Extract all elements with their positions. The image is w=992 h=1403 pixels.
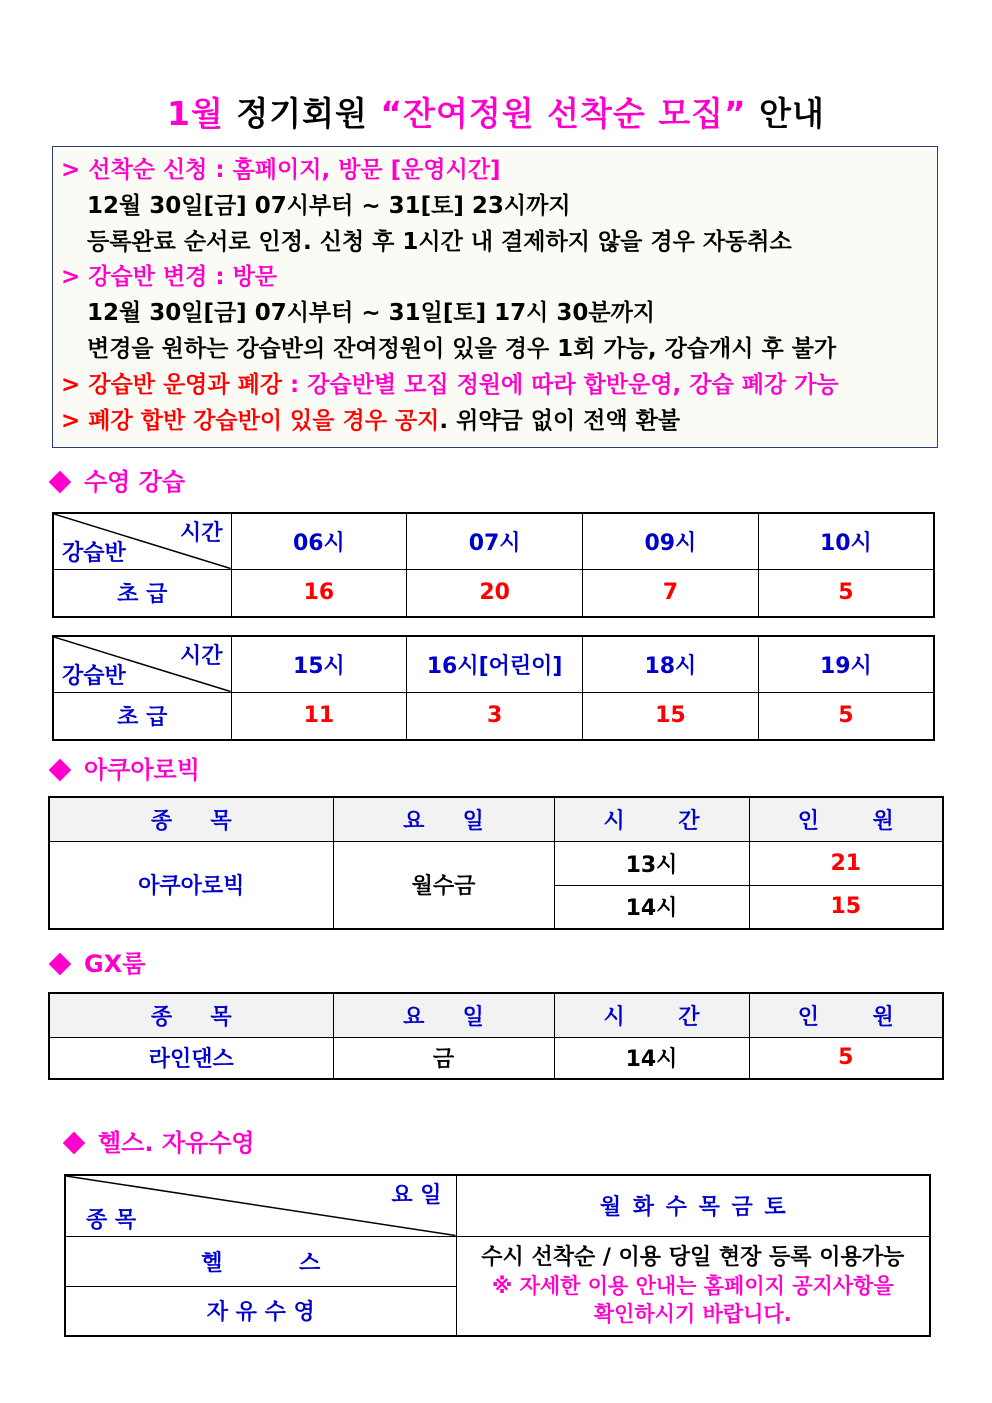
day-label: 요 일: [391, 1183, 442, 1208]
notice-box: [52, 146, 938, 448]
column-header: 종 목: [49, 797, 333, 841]
count-cell: 5: [758, 569, 934, 617]
diamond-icon: [49, 953, 72, 976]
section-heading-text: 아쿠아로빅: [84, 756, 200, 784]
time-header: 19시: [758, 636, 934, 692]
count-cell: 16: [231, 569, 407, 617]
info-line: 확인하시기 바랍니다.: [593, 1301, 792, 1326]
program-name: 라인댄스: [49, 1037, 333, 1079]
time-header: 15시: [231, 636, 407, 692]
section-heading-text: 헬스. 자유수영: [98, 1129, 255, 1157]
notice-line-part: > 폐강 합반 강습반이 있을 경우 공지: [61, 407, 440, 434]
title-month: 1월: [167, 94, 224, 133]
column-header: 종 목: [49, 993, 333, 1037]
notice-line-part: > 강습반 운영과 폐강: [61, 371, 283, 398]
swim-table-2: [52, 635, 935, 741]
swim-table-1: [52, 512, 935, 618]
info-line: 수시 선착순 / 이용 당일 현장 등록 이용가능: [481, 1244, 905, 1270]
diagonal-header-cell: [53, 636, 231, 692]
program-name: 아쿠아로빅: [49, 841, 333, 929]
title-highlight: “잔여정원 선착순 모집”: [380, 94, 747, 133]
program-name: 헬 스: [65, 1236, 456, 1286]
diagonal-header-cell: [65, 1175, 456, 1236]
notice-line: 12월 30일[금] 07시부터 ~ 31일[토] 17시 30분까지: [87, 300, 656, 327]
gx-table: [48, 992, 944, 1080]
notice-line: > 선착순 신청 : 홈페이지, 방문 [운영시간]: [61, 157, 501, 183]
section-heading-text: 수영 강습: [84, 468, 186, 496]
notice-line-part: : 강습반별 모집 정원에 따라 합반운영, 강습 폐강 가능: [282, 371, 839, 398]
notice-line: > 강습반 변경 : 방문: [61, 264, 278, 291]
time-cell: 14시: [554, 1037, 749, 1079]
time-cell: 13시: [554, 841, 749, 885]
days-cell: 월수금: [333, 841, 554, 929]
notice-line: [61, 368, 937, 404]
days-cell: 금: [333, 1037, 554, 1079]
count-cell: 7: [583, 569, 759, 617]
section-heading-aqua: [48, 750, 200, 785]
diamond-icon: [49, 759, 72, 782]
time-header: 09시: [583, 513, 759, 569]
section-heading-swim: [48, 462, 185, 497]
time-header: 10시: [758, 513, 934, 569]
page-title: [0, 88, 992, 135]
time-header: 18시: [583, 636, 759, 692]
row-label: 초 급: [53, 692, 231, 740]
diamond-icon: [63, 1132, 86, 1155]
row-label: 초 급: [53, 569, 231, 617]
class-label: 강습반: [62, 663, 126, 689]
time-cell: 14시: [554, 885, 749, 929]
class-label: 강습반: [62, 540, 126, 566]
column-header: 요 일: [333, 797, 554, 841]
time-header: 07시: [407, 513, 583, 569]
count-cell: 15: [749, 885, 943, 929]
section-heading-health: [62, 1123, 255, 1158]
title-notice: 안내: [759, 94, 825, 133]
notice-line: 12월 30일[금] 07시부터 ~ 31[토] 23시까지: [87, 192, 571, 219]
column-header: 시 간: [554, 797, 749, 841]
count-cell: 11: [231, 692, 407, 740]
time-label: 시간: [179, 644, 223, 669]
title-member: 정기회원: [236, 94, 368, 133]
aqua-table: [48, 796, 944, 930]
column-header: 인 원: [749, 797, 943, 841]
health-table: [64, 1174, 931, 1337]
count-cell: 21: [749, 841, 943, 885]
count-cell: 15: [583, 692, 759, 740]
notice-line: [61, 404, 937, 440]
notice-line: 변경을 원하는 강습반의 잔여정원이 있을 경우 1회 가능, 강습개시 후 불가: [87, 335, 837, 362]
info-cell: [456, 1236, 930, 1336]
program-name: 자 유 수 영: [65, 1286, 456, 1336]
column-header: 인 원: [749, 993, 943, 1037]
count-cell: 3: [407, 692, 583, 740]
item-label: 종 목: [86, 1207, 137, 1233]
time-header: 16시[어린이]: [407, 636, 583, 692]
count-cell: 5: [758, 692, 934, 740]
count-cell: 5: [749, 1037, 943, 1079]
days-cell: 월 화 수 목 금 토: [456, 1175, 930, 1236]
notice-line: 등록완료 순서로 인정. 신청 후 1시간 내 결제하지 않을 경우 자동취소: [87, 228, 792, 255]
column-header: 요 일: [333, 993, 554, 1037]
diagonal-header-cell: [53, 513, 231, 569]
notice-line-part: . 위약금 없이 전액 환불: [439, 407, 681, 434]
time-label: 시간: [179, 521, 223, 546]
section-heading-text: GX룸: [84, 950, 146, 978]
section-heading-gx: [48, 944, 145, 979]
column-header: 시 간: [554, 993, 749, 1037]
time-header: 06시: [231, 513, 407, 569]
info-line: ※ 자세한 이용 안내는 홈페이지 공지사항을: [491, 1273, 894, 1298]
count-cell: 20: [407, 569, 583, 617]
diamond-icon: [49, 471, 72, 494]
